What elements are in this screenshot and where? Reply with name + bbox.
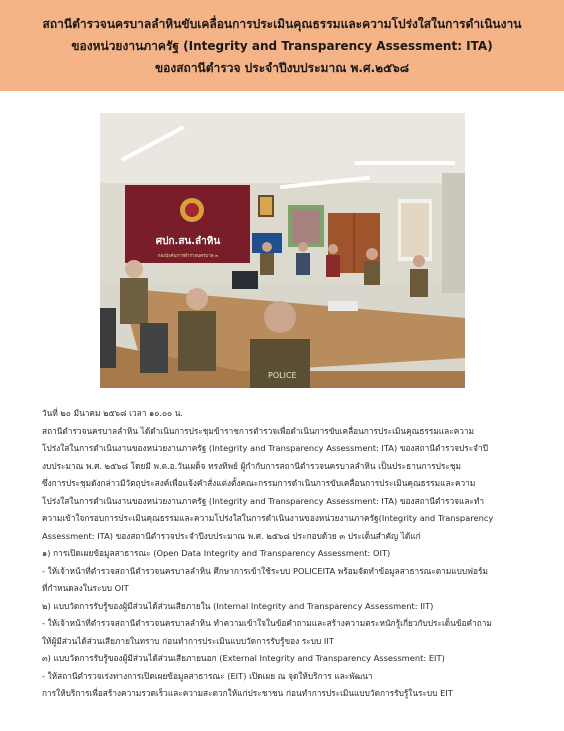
body-line: ซึ่งการประชุมดังกล่าวมีวัตถุประสงค์เพื่อแจ้งคำสั่งแต่งตั้งคณะกรรมการดำเนินการขับเคลื่อนการประเมินคุณธรรมและความ (42, 478, 476, 488)
body-line: - ให้เจ้าหน้าที่ตำรวจสถานีตำรวจนครบาลลำหิน ทำความเข้าใจในข้อคำถามและสร้างความตระหนักรู้เกี่ยวกับประเด็นข้อคำถาม (42, 618, 492, 628)
page-header (0, 0, 564, 91)
banner-text: ศปก.สน.ลำหิน (155, 236, 221, 247)
body-line: ให้ผู้มีส่วนได้ส่วนเสียภายในทราบ ก่อนทำการประเมินแบบวัดการรับรู้ของ ระบบ IIT (42, 635, 334, 646)
body-line: การให้บริการเพื่อสร้างความรวดเร็วและความสะดวกให้แก่ประชาชน ก่อนทำการประเมินแบบวัดการรับรู้ในระบบ EIT (42, 688, 453, 698)
body-line: - ให้สถานีตำรวจเร่งทางการเปิดเผยข้อมูลสาธารณะ (EIT) เปิดเผย ณ จุดให้บริการ และพัฒนา (42, 670, 373, 681)
page-title-line-2: ของหน่วยงานภาครัฐ (Integrity and Transparency Assessment: ITA) (71, 38, 493, 53)
body-line: ๑) การเปิดเผยข้อมูลสาธารณะ (Open Data Integrity and Transparency Assessment: OIT) (42, 548, 391, 558)
body-line: Assessment: ITA) ของสถานีตำรวจประจำปีงบประมาณ พ.ศ. ๒๕๖๘ ประกอบด้วย ๓ ประเด็นสำคัญ ได้แก่ (42, 530, 421, 541)
body-line: ๓) แบบวัดการรับรู้ของผู้มีส่วนได้ส่วนเสียภายนอก (External Integrity and Transparency Assessment: EIT) (42, 653, 445, 663)
body-line: สถานีตำรวจนครบาลลำหิน ได้ดำเนินการประชุมข้าราชการตำรวจเพื่อดำเนินการขับเคลื่อนการประเมินคุณธรรมและความ (42, 425, 475, 436)
article-body (42, 405, 524, 703)
body-line: โปร่งใสในการดำเนินงานของหน่วยงานภาครัฐ (Integrity and Transparency Assessment: ITA) ของสถานีตำรวจและทำ (42, 495, 485, 506)
page-title-line-3: ของสถานีตำรวจ ประจำปีงบประมาณ พ.ศ.๒๕๖๘ (154, 60, 410, 75)
body-line: งบประมาณ พ.ศ. ๒๕๖๘ โดยมี พ.ต.อ.วันเผด็จ ทรงทิพย์ ผู้กำกับการสถานีตำรวจนครบาลลำหิน เป็นประธานการประชุม (42, 460, 461, 471)
banner-subtext: กองบังคับการตำรวจนครบาล ๓ (157, 254, 219, 259)
body-line: วันที่ ๒๐ มีนาคม ๒๕๖๘ เวลา ๑๐.๐๐ น. (42, 408, 184, 418)
body-line: ความเข้าใจกรอบการประเมินคุณธรรมและความโปร่งใสในการดำเนินงานของหน่วยงานภาครัฐ(Integrity and Transparency (42, 513, 494, 523)
wall-banner (125, 185, 250, 263)
body-line: ที่กำหนดลงในระบบ OIT (42, 583, 129, 593)
body-line: ๒) แบบวัดการรับรู้ของผู้มีส่วนได้ส่วนเสียภายใน (Internal Integrity and Transparency Assessment: IIT) (42, 600, 434, 611)
body-line: โปร่งใสในการดำเนินงานของหน่วยงานภาครัฐ (Integrity and Transparency Assessment: ITA) ของสถานีตำรวจประจำปี (42, 443, 488, 453)
meeting-photo (100, 113, 465, 388)
page-title-line-1: สถานีตำรวจนครบาลลำหินขับเคลื่อนการประเมินคุณธรรมและความโปร่งใสในการดำเนินงาน (42, 16, 522, 31)
shirt-text: POLICE (268, 371, 297, 380)
body-line: - ให้เจ้าหน้าที่ตำรวจสถานีตำรวจนครบาลลำหิน ศึกษาการเข้าใช้ระบบ POLICEITA พร้อมจัดทำข้อมูลสาธารณะตามแบบฟอร์ม (42, 565, 488, 576)
